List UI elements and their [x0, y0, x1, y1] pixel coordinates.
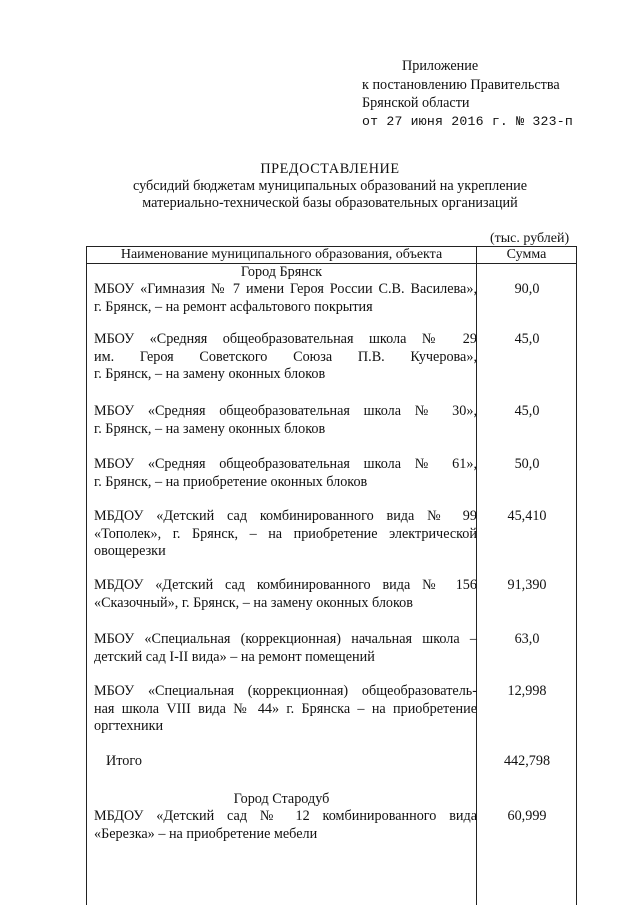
table-row-sum: 45,0 — [514, 331, 540, 347]
row-line: овощерезки — [94, 543, 166, 559]
row-line: г. Брянск, – на ремонт асфальтового покрытия — [94, 298, 373, 315]
table-row-sum: 50,0 — [514, 456, 540, 472]
appendix-resolution-ref: к постановлению Правительства — [362, 76, 560, 93]
row-line: детский сад I-II вида» – на ремонт помещений — [94, 648, 375, 665]
table-row-sum: 45,0 — [514, 403, 540, 419]
table-row-name — [94, 683, 477, 736]
table-row-name — [94, 577, 477, 612]
title-subtitle-line-1: субсидий бюджетам муниципальных образований на укрепление — [133, 178, 527, 194]
row-line: ная школа VIII вида № 44» г. Брянска – на приобретение — [94, 700, 477, 717]
row-line: МБОУ «Специальная (коррекционная) начальная школа – — [94, 631, 477, 647]
row-line: «Тополек», г. Брянск, – на приобретение электрической — [94, 525, 477, 542]
table-row-sum: 91,390 — [507, 577, 547, 593]
unit-label: (тыс. рублей) — [490, 231, 570, 246]
title-heading: ПРЕДОСТАВЛЕНИЕ — [260, 161, 400, 177]
group-title-starodub: Город Стародуб — [233, 791, 330, 807]
row-line: МБОУ «Средняя общеобразовательная школа № 29 — [94, 331, 477, 347]
table-row-sum: 63,0 — [514, 631, 540, 647]
row-line: МБДОУ «Детский сад комбинированного вида № 156 — [94, 577, 477, 593]
row-line: г. Брянск, – на приобретение оконных блоков — [94, 473, 368, 490]
row-line: оргтехники — [94, 718, 164, 734]
row-line: МБДОУ «Детский сад комбинированного вида № 99 — [94, 508, 477, 524]
row-line: МБОУ «Средняя общеобразовательная школа № 61», — [94, 456, 477, 472]
appendix-title: Приложение — [402, 58, 479, 74]
table-row-name — [94, 331, 477, 384]
appendix-region: Брянской области — [362, 95, 470, 111]
document-title — [60, 161, 600, 212]
table-row-name — [94, 403, 477, 438]
row-line: МБОУ «Гимназия № 7 имени Героя России С.В. Василева», — [94, 281, 477, 297]
row-line: МБДОУ «Детский сад № 12 комбинированного вида — [94, 808, 477, 824]
group-title-bryansk: Город Брянск — [240, 264, 323, 280]
total-row-sum: 442,798 — [503, 753, 551, 769]
table-row-name — [94, 456, 477, 491]
row-line: г. Брянск, – на замену оконных блоков — [94, 420, 326, 437]
table-row-sum: 12,998 — [507, 683, 547, 699]
table-row-sum: 45,410 — [507, 508, 547, 524]
table-header — [87, 247, 576, 264]
row-line: «Березка» – на приобретение мебели — [94, 825, 318, 842]
row-line: г. Брянск, – на замену оконных блоков — [94, 366, 326, 382]
appendix-header — [362, 57, 573, 131]
title-subtitle-line-2: материально-технической базы образовательных организаций — [142, 195, 518, 211]
table-row-name — [94, 631, 477, 666]
table-row-name — [94, 281, 477, 316]
table-row-name — [94, 508, 477, 561]
column-header-sum: Сумма — [506, 247, 547, 262]
row-line: МБОУ «Специальная (коррекционная) общеобразователь- — [94, 683, 477, 699]
table-row-sum: 60,999 — [507, 808, 547, 824]
row-line: «Сказочный», г. Брянск, – на замену оконных блоков — [94, 594, 413, 611]
row-line: им. Героя Советского Союза П.В. Кучерова», — [94, 348, 477, 365]
table-row-name — [94, 808, 477, 843]
table-row-sum: 90,0 — [514, 281, 540, 297]
total-label: Итого — [106, 753, 142, 769]
total-row-label — [106, 753, 489, 771]
row-line: МБОУ «Средняя общеобразовательная школа № 30», — [94, 403, 477, 419]
column-header-name: Наименование муниципального образования, объекта — [120, 247, 443, 262]
subsidy-table — [86, 246, 577, 905]
appendix-date-number: от 27 июня 2016 г. № 323-п — [362, 113, 573, 129]
